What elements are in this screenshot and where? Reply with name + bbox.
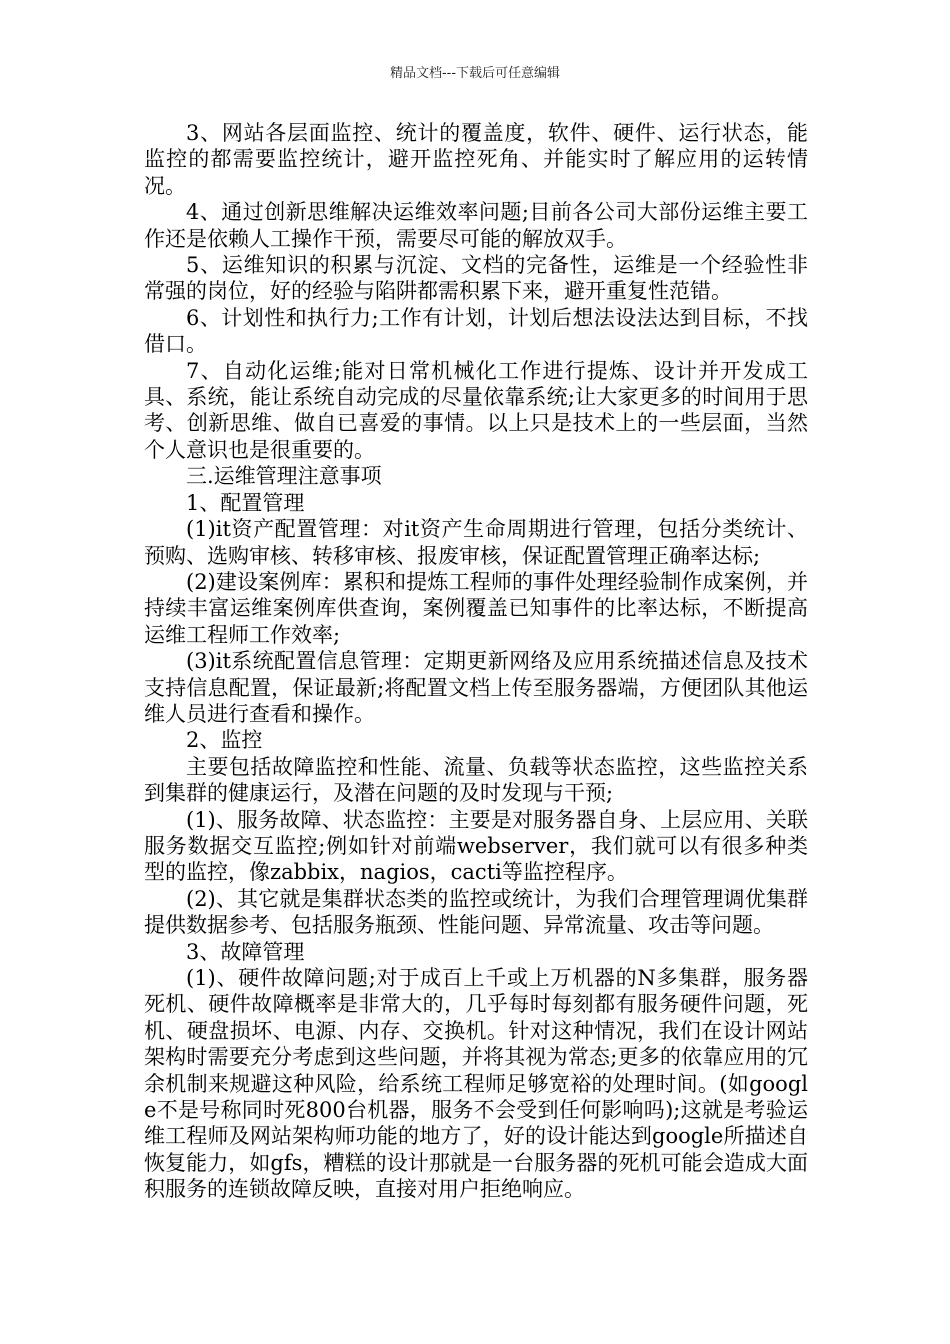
paragraph: 主要包括故障监控和性能、流量、负载等状态监控，这些监控关系到集群的健康运行，及潜在问题的及时发现与干预; xyxy=(144,754,808,806)
paragraph: 4、通过创新思维解决运维效率问题;目前各公司大部份运维主要工作还是依赖人工操作干预，需要尽可能的解放双手。 xyxy=(144,200,808,251)
subsection-heading: 2、监控 xyxy=(186,728,263,753)
section-heading: 三.运维管理注意事项 xyxy=(186,464,382,489)
paragraph: (1)、服务故障、状态监控：主要是对服务器自身、上层应用、关联服务数据交互监控;例如针对前端webserver，我们就可以有很多种类型的监控，像zabbix，nagios，cacti等监控程序。 xyxy=(144,807,808,885)
subsection-heading: 3、故障管理 xyxy=(186,939,305,964)
paragraph: (1)it资产配置管理：对it资产生命周期进行管理，包括分类统计、预购、选购审核、转移审核、报废审核，保证配置管理正确率达标; xyxy=(144,517,808,568)
paragraph: (3)it系统配置信息管理：定期更新网络及应用系统描述信息及技术支持信息配置，保证最新;将配置文档上传至服务器端，方便团队其他运维人员进行查看和操作。 xyxy=(144,649,808,726)
paragraph: (2)、其它就是集群状态类的监控或统计，为我们合理管理调优集群提供数据参考、包括服务瓶颈、性能问题、异常流量、攻击等问题。 xyxy=(144,886,808,938)
paragraph: (2)建设案例库：累积和提炼工程师的事件处理经验制作成案例，并持续丰富运维案例库供查询，案例覆盖已知事件的比率达标，不断提高运维工程师工作效率; xyxy=(144,569,808,647)
subsection-heading: 1、配置管理 xyxy=(186,490,305,515)
page-header: 精品文档---下载后可任意编辑 xyxy=(389,66,561,81)
paragraph: 6、计划性和执行力;工作有计划，计划后想法设法达到目标，不找借口。 xyxy=(144,305,808,357)
paragraph: 7、自动化运维;能对日常机械化工作进行提炼、设计并开发成工具、系统，能让系统自动完成的尽量依靠系统;让大家更多的时间用于思考、创新思维、做自已喜爱的事情。以上只是技术上的一些层面，当然个人意识也是很重要的。 xyxy=(144,358,808,462)
document-body xyxy=(144,120,808,1203)
paragraph: (1)、硬件故障问题;对于成百上千或上万机器的N多集群，服务器死机、硬件故障概率是非常大的，几乎每时每刻都有服务硬件问题，死机、硬盘损坏、电源、内存、交换机。针对这种情况，我们在设计网站架构时需要充分考虑到这些问题，并将其视为常态;更多的依靠应用的冗余机制来规避这种风险，给系统工程师足够宽裕的处理时间。(如google不是号称同时死800台机器，服务不会受到任何影响吗);这就是考验运维工程师及网站架构师功能的地方了，好的设计能达到google所描述自恢复能力，如gfs，糟糕的设计那就是一台服务器的死机可能会造成大面积服务的连锁故障反映，直接对用户拒绝响应。 xyxy=(144,966,808,1202)
paragraph: 3、网站各层面监控、统计的覆盖度，软件、硬件、运行状态，能监控的都需要监控统计，避开监控死角、并能实时了解应用的运转情况。 xyxy=(144,121,808,198)
paragraph: 5、运维知识的积累与沉淀、文档的完备性，运维是一个经验性非常强的岗位，好的经验与陷阱都需积累下来，避开重复性范错。 xyxy=(144,253,808,304)
